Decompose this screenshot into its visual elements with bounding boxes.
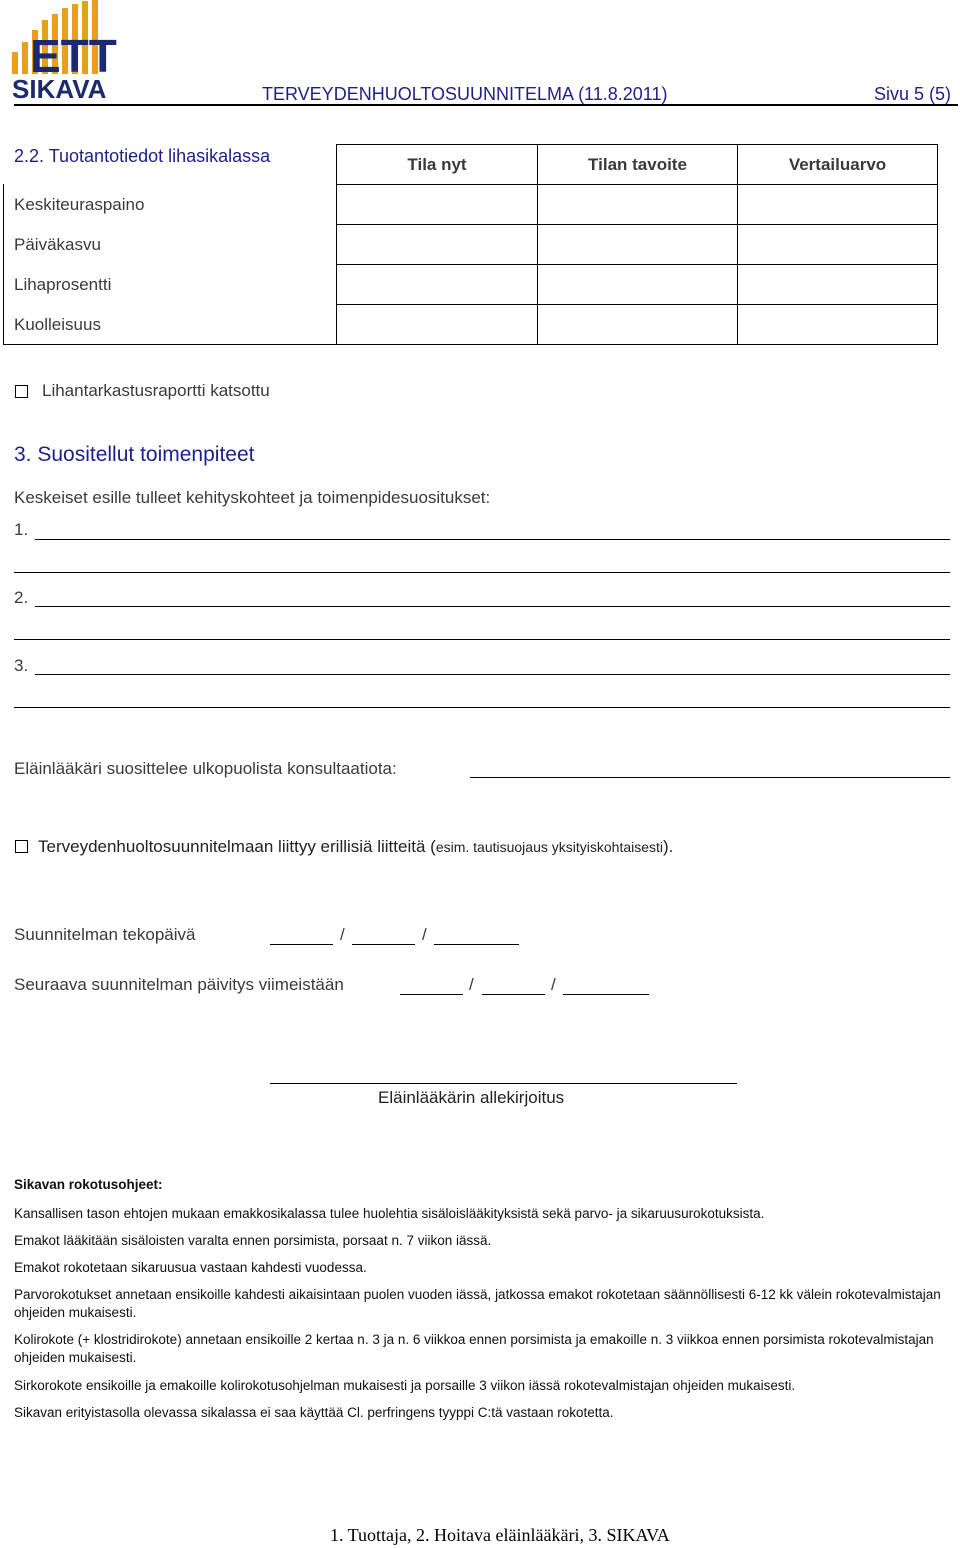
cell-input[interactable] [337,185,538,225]
signature-label: Eläinlääkärin allekirjoitus [378,1088,565,1107]
next-update-day[interactable] [400,994,463,995]
inspection-checkbox[interactable] [15,385,28,398]
date-separator: / [469,975,474,994]
recommendation-line-1b[interactable] [14,572,950,573]
attachments-label-tail: ). [663,837,674,856]
row-label-lean: Lihaprosentti [14,275,112,294]
recommendations-intro: Keskeiset esille tulleet kehityskohteet ja toimenpidesuositukset: [14,488,491,507]
date-separator: / [340,925,345,944]
cell-input[interactable] [738,225,938,265]
cell-input[interactable] [538,305,738,345]
logo-ett-text: ETT [30,30,117,82]
recommendation-number-1: 1. [14,520,29,539]
cell-input[interactable] [538,185,738,225]
date-separator: / [422,925,427,944]
recommendation-number-3: 3. [14,656,29,675]
cell-input[interactable] [337,265,538,305]
col-header-target: Tilan tavoite [538,145,738,185]
consultation-label: Eläinlääkäri suosittelee ulkopuolista konsultaatiota: [14,759,397,778]
recommendation-line-3a[interactable] [35,674,950,675]
production-grid [336,144,938,345]
cell-input[interactable] [738,305,938,345]
cell-input[interactable] [738,265,938,305]
vaccination-paragraph: Kansallisen tason ehtojen mukaan emakkosikalassa tulee huolehtia sisäloislääkityksistä sekä parvo- ja sikaruusurokotuksista. [14,1206,765,1221]
plan-date-year[interactable] [434,944,519,945]
cell-input[interactable] [738,185,938,225]
cell-input[interactable] [538,265,738,305]
vaccination-paragraph: Kolirokote (+ klostridirokote) annetaan ensikoille 2 kertaa n. 3 ja n. 6 viikkoa ennen porsimista ja emakoille n. 3 viikkoa ennen porsimista rokotevalmistajan ohjeiden mukaisesti. [14,1332,934,1365]
cell-input[interactable] [337,225,538,265]
logo-sikava-text: SIKAVA [12,74,107,100]
recommendation-line-1a[interactable] [35,539,950,540]
page-number: Sivu 5 (5) [874,84,952,104]
vaccination-paragraph: Parvorokotukset annetaan ensikoille kahdesti aikaisintaan puolen vuoden iässä, jatkossa emakot rokotetaan säännöllisesti 6-12 kk välein rokotevalmistajan ohjeiden mukaisesti. [14,1287,941,1320]
production-table [3,144,938,345]
vaccination-paragraph: Emakot rokotetaan sikaruusua vastaan kahdesti vuodessa. [14,1260,367,1275]
cell-input[interactable] [538,225,738,265]
vaccination-title: Sikavan rokotusohjeet: [14,1177,163,1192]
row-label-weight: Keskiteuraspaino [14,195,145,214]
next-update-label: Seuraava suunnitelman päivitys viimeistään [14,975,344,994]
col-header-current: Tila nyt [337,145,538,185]
plan-date-month[interactable] [352,944,415,945]
date-separator: / [551,975,556,994]
recommendation-line-3b[interactable] [14,707,950,708]
attachments-label-example: esim. tautisuojaus yksityiskohtaisesti [435,839,664,855]
plan-date-day[interactable] [270,944,333,945]
attachments-label-main: Terveydenhuoltosuunnitelmaan liittyy erillisiä liitteitä ( [38,837,436,856]
signature-line[interactable] [270,1083,737,1084]
header-rule [14,104,958,106]
row-label-mortality: Kuolleisuus [14,315,101,334]
next-update-year[interactable] [563,994,649,995]
cell-input[interactable] [337,305,538,345]
vaccination-paragraph: Sirkorokote ensikoille ja emakoille kolirokotusohjelman mukaisesti ja porsaille 3 viikon iässä rokotevalmistajan ohjeiden mukaisesti. [14,1378,796,1393]
plan-date-label: Suunnitelman tekopäivä [14,925,196,944]
inspection-checkbox-label: Lihantarkastusraportti katsottu [42,381,270,400]
recommendation-line-2b[interactable] [14,639,950,640]
vaccination-paragraph: Sikavan erityistasolla olevassa sikalassa ei saa käyttää Cl. perfringens tyyppi C:tä vastaan rokotetta. [14,1405,614,1420]
distribution-footer: 1. Tuottaja, 2. Hoitava eläinlääkäri, 3. SIKAVA [330,1525,670,1545]
document-title: TERVEYDENHUOLTOSUUNNITELMA (11.8.2011) [262,84,668,104]
col-header-reference: Vertailuarvo [738,145,938,185]
recommendation-number-2: 2. [14,588,29,607]
production-section-title: 2.2. Tuotantotiedot lihasikalassa [14,146,271,166]
vaccination-paragraph: Emakot lääkitään sisäloisten varalta ennen porsimista, porsaat n. 7 viikon iässä. [14,1233,492,1248]
recommendation-line-2a[interactable] [35,606,950,607]
next-update-month[interactable] [482,994,545,995]
recommendations-section-title: 3. Suositellut toimenpiteet [14,443,255,466]
consultation-line[interactable] [470,777,950,778]
ett-sikava-logo [10,0,135,100]
attachments-checkbox[interactable] [15,840,28,853]
row-label-growth: Päiväkasvu [14,235,101,254]
attachments-label [38,837,673,857]
